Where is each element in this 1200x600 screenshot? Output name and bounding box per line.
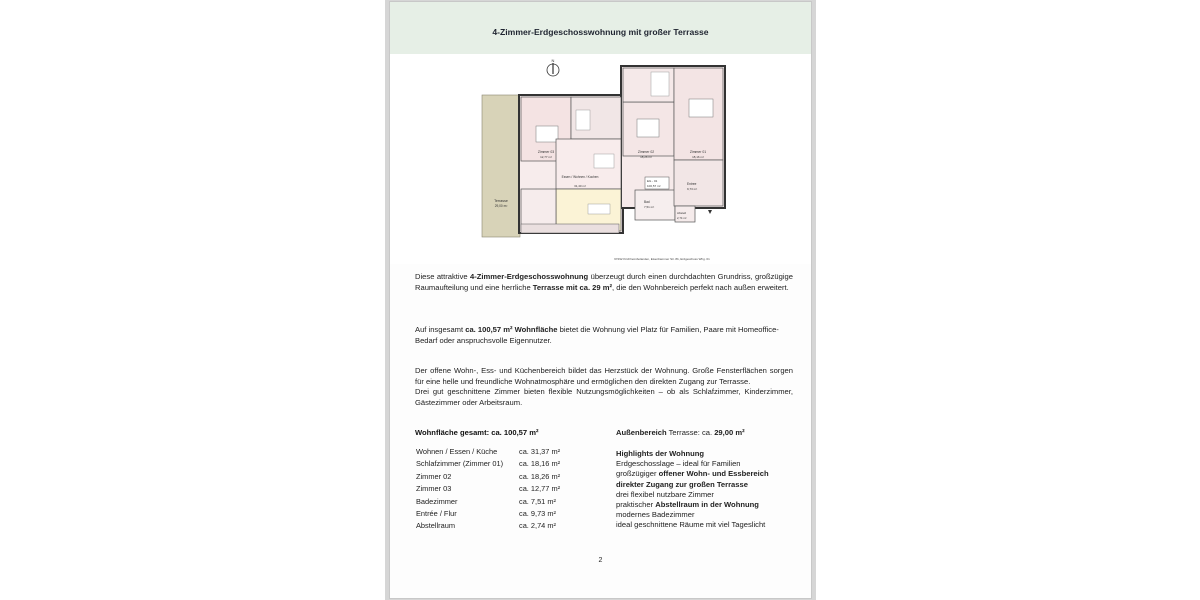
highlights-list (616, 449, 806, 531)
zimmer02-label: Zimmer 02 (637, 150, 655, 154)
terrace-area (482, 95, 520, 237)
page-number: 2 (598, 557, 603, 564)
entrance-arrow-icon (708, 210, 712, 214)
unit-label: EG - 01 (647, 179, 658, 183)
entree-area-label: 9,73 m² (687, 187, 698, 191)
zimmer01-label: Zimmer 01 (689, 150, 707, 154)
description-paragraph-2 (415, 325, 793, 346)
room-area: ca. 2,74 m² (519, 521, 556, 531)
bad-area-label: 7,51 m² (644, 205, 655, 209)
unit-area-label: 100,57 m² (647, 184, 661, 188)
floor-plan-footer-note: 67292 Kirchheimbolanden, Eisenhammer Str. 8b, Erdgeschoss Whg. 01 (614, 257, 710, 261)
description-paragraph-3 (415, 366, 793, 408)
room-name: Abstellraum (416, 521, 456, 531)
compass-icon (547, 58, 559, 76)
list-item: Erdgeschosslage – ideal für Familien (616, 459, 741, 469)
entree-label: Entree (687, 182, 697, 186)
zimmer03-area-label: 12,77 m² (540, 155, 552, 159)
list-item-bold: Abstellraum in der Wohnung (655, 500, 759, 510)
p2-text-c: bietet die Wohnung viel Platz für Familien, Paare mit Homeoffice-Bedarf oder anspruchsvolle Eigennutzer. (415, 325, 779, 345)
room-name: Schlafzimmer (Zimmer 01) (416, 459, 504, 469)
compass-label: N (551, 58, 555, 63)
room-name: Zimmer 03 (416, 484, 452, 494)
outside-area-value: 29,00 m² (714, 428, 745, 437)
p1-text-e: , die den Wohnbereich perfekt nach außen erweitert. (612, 282, 789, 292)
floor-plan (390, 54, 811, 264)
living-area-heading: Wohnfläche gesamt: ca. 100,57 m² (415, 428, 539, 437)
p1-text-b: 4-Zimmer-Erdgeschosswohnung (470, 272, 589, 281)
p2-text-b: ca. 100,57 m² Wohnfläche (465, 325, 558, 334)
room-area: ca. 7,51 m² (519, 496, 556, 506)
list-item: direkter Zugang zur großen Terrasse (616, 479, 748, 489)
outside-area-label: Außenbereich (616, 428, 667, 437)
p3-text-b: Drei gut geschnittene Zimmer bieten flexible Nutzungsmöglichkeiten – ob als Schlafzimmer, Kinderzimmer, Gästezimmer oder Arbeitsraum. (415, 387, 793, 407)
room-area: ca. 9,73 m² (519, 508, 556, 518)
abstell-area-label: 2,74 m² (677, 216, 687, 220)
zimmer01-area-label: 18,16 m² (692, 155, 704, 159)
list-item: modernes Badezimmer (616, 510, 695, 520)
zimmer02-area-label: 18,26 m² (640, 155, 652, 159)
table-row (416, 472, 576, 484)
list-item (616, 500, 806, 510)
room-bad (635, 190, 675, 220)
room-name: Badezimmer (416, 496, 458, 506)
document-page (389, 1, 812, 599)
room-name: Zimmer 02 (416, 471, 452, 481)
p1-text-c: überzeugt durch einen durchdachten Grundriss, großzügige Raumaufteilung und eine herrliche (415, 272, 793, 292)
table-row (416, 509, 576, 521)
wohnen-label: Essen / Wohnen / Kochen (561, 175, 599, 179)
list-item-bold: offener Wohn- und Essbereich (658, 469, 769, 479)
table-row (416, 484, 576, 496)
room-name: Entrée / Flur (416, 508, 457, 518)
list-item-text: praktischer (616, 500, 656, 510)
p2-text-a: Auf insgesamt (415, 325, 466, 334)
table-row (416, 521, 576, 533)
list-item: ideal geschnittene Räume mit viel Tageslicht (616, 520, 766, 530)
abstell-label: Abstell (677, 211, 687, 215)
room-entree (674, 160, 723, 206)
floor-plan-drawing (390, 54, 812, 264)
terrasse-area-label: 29,00 m² (494, 204, 508, 208)
table-row (416, 447, 576, 459)
p1-text-a: Diese attraktive (415, 272, 471, 281)
highlights-heading: Highlights der Wohnung (616, 449, 705, 458)
list-item: drei flexibel nutzbare Zimmer (616, 489, 714, 499)
p3-text-a: Der offene Wohn-, Ess- und Küchenbereich bildet das Herzstück der Wohnung. Große Fensterflächen sorgen für eine helle und freundliche Wohnatmosphäre und ermöglichen den direkten Zugang zur Terrasse. (415, 366, 793, 386)
bad-label: Bad (644, 200, 650, 204)
description-paragraph-1 (415, 272, 793, 293)
page-title: 4-Zimmer-Erdgeschosswohnung mit großer Terrasse (492, 27, 709, 37)
table-row (416, 459, 576, 471)
room-name: Wohnen / Essen / Küche (416, 447, 498, 456)
table-row (416, 497, 576, 509)
room-area: ca. 18,16 m² (519, 459, 561, 469)
room-area-table (416, 447, 576, 534)
terrasse-label: Terrasse (494, 199, 508, 203)
list-item (616, 469, 806, 479)
wohnen-area-label: 31,40 m² (574, 184, 586, 188)
room-area: ca. 31,37 m² (519, 447, 561, 456)
p1-text-d: Terrasse mit ca. 29 m² (532, 282, 612, 292)
list-item-text: großzügiger (616, 469, 659, 479)
room-area: ca. 18,26 m² (519, 471, 561, 481)
room-area: ca. 12,77 m² (519, 484, 561, 494)
outside-area (616, 428, 745, 437)
outside-area-text: Terrasse: ca. (666, 428, 715, 437)
zimmer03-label: Zimmer 03 (537, 150, 555, 154)
